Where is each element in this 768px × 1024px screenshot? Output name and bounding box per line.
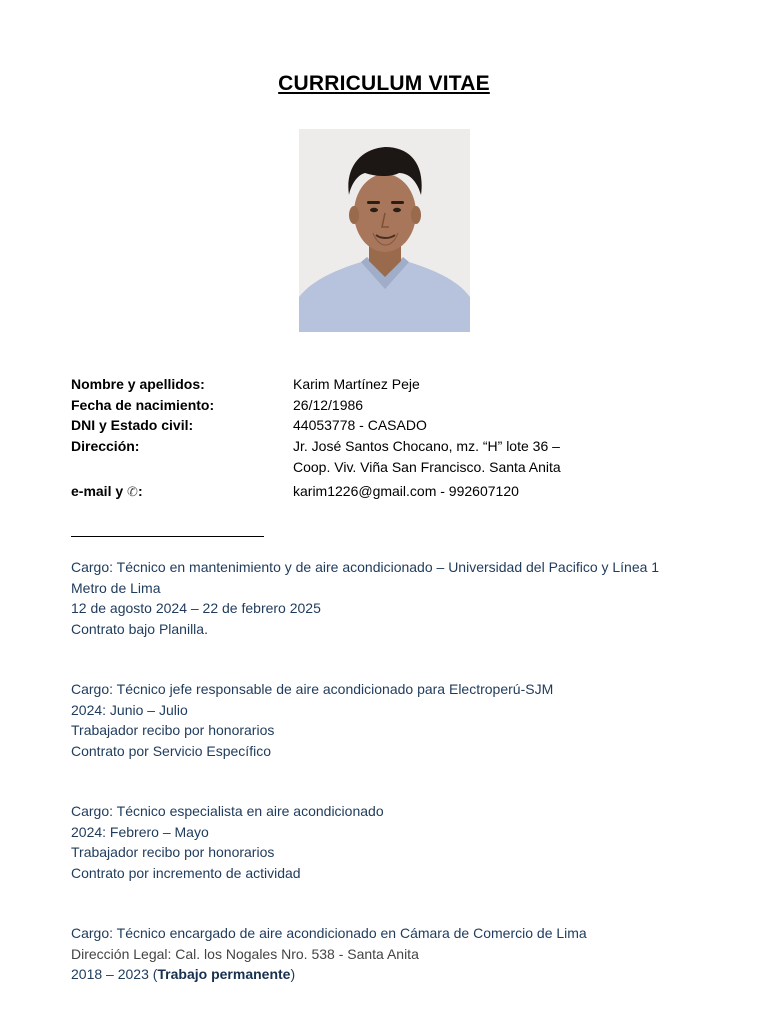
name-label: Nombre y apellidos:	[71, 376, 205, 392]
email-label-text: e-mail y	[71, 482, 128, 499]
job-dates-suffix: )	[290, 966, 296, 982]
job-contract: Contrato por incremento de actividad	[71, 864, 301, 881]
birth-row	[71, 395, 691, 416]
job-entry	[71, 679, 711, 761]
email-label	[71, 481, 293, 503]
job-entry	[71, 801, 711, 883]
job-contract: Contrato bajo Planilla.	[71, 620, 208, 637]
job-title: Cargo: Técnico en mantenimiento y de aire acondicionado – Universidad del Pacifico y Línea 1	[71, 559, 660, 575]
job-dates: 2024: Junio – Julio	[71, 701, 188, 718]
job-detail: Metro de Lima	[71, 579, 161, 596]
email-label-colon: :	[137, 482, 143, 499]
dni-value: 44053778 - CASADO	[293, 417, 427, 433]
phone-icon: ✆	[127, 483, 138, 499]
address-value	[293, 436, 691, 478]
address-row	[71, 436, 691, 478]
job-dates: 12 de agosto 2024 – 22 de febrero 2025	[71, 600, 321, 616]
job-title: Cargo: Técnico encargado de aire acondicionado en Cámara de Comercio de Lima	[71, 925, 587, 941]
name-row	[71, 374, 691, 395]
dni-label: DNI y Estado civil:	[71, 417, 194, 433]
job-dates	[71, 964, 711, 985]
job-permanent-label: Trabajo permanente	[157, 966, 291, 982]
email-value: karim1226@gmail.com - 992607120	[293, 482, 519, 499]
job-dates-prefix: 2018 – 2023 (	[71, 966, 158, 982]
job-contract: Contrato por Servicio Específico	[71, 742, 271, 759]
personal-info	[71, 374, 691, 502]
birth-label: Fecha de nacimiento:	[71, 396, 215, 413]
birth-value: 26/12/1986	[293, 396, 364, 413]
address-line-1: Jr. José Santos Chocano, mz. “H” lote 36 –	[293, 437, 560, 454]
job-detail: Trabajador recibo por honorarios	[71, 844, 275, 860]
address-label: Dirección:	[71, 437, 140, 454]
job-entry	[71, 923, 711, 985]
profile-photo	[299, 129, 470, 332]
section-divider	[71, 536, 264, 537]
job-address: Dirección Legal: Cal. los Nogales Nro. 538 - Santa Anita	[71, 945, 419, 962]
email-row	[71, 481, 691, 503]
document-title: CURRICULUM VITAE	[278, 72, 490, 95]
job-dates: 2024: Febrero – Mayo	[71, 823, 209, 840]
job-title: Cargo: Técnico jefe responsable de aire acondicionado para Electroperú-SJM	[71, 681, 554, 697]
job-title: Cargo: Técnico especialista en aire acondicionado	[71, 803, 384, 819]
job-detail: Trabajador recibo por honorarios	[71, 722, 275, 738]
job-entry	[71, 557, 711, 639]
dni-row	[71, 415, 691, 436]
portrait-image	[299, 129, 470, 332]
address-line-2: Coop. Viv. Viña San Francisco. Santa Anita	[293, 459, 561, 475]
name-value: Karim Martínez Peje	[293, 376, 420, 392]
